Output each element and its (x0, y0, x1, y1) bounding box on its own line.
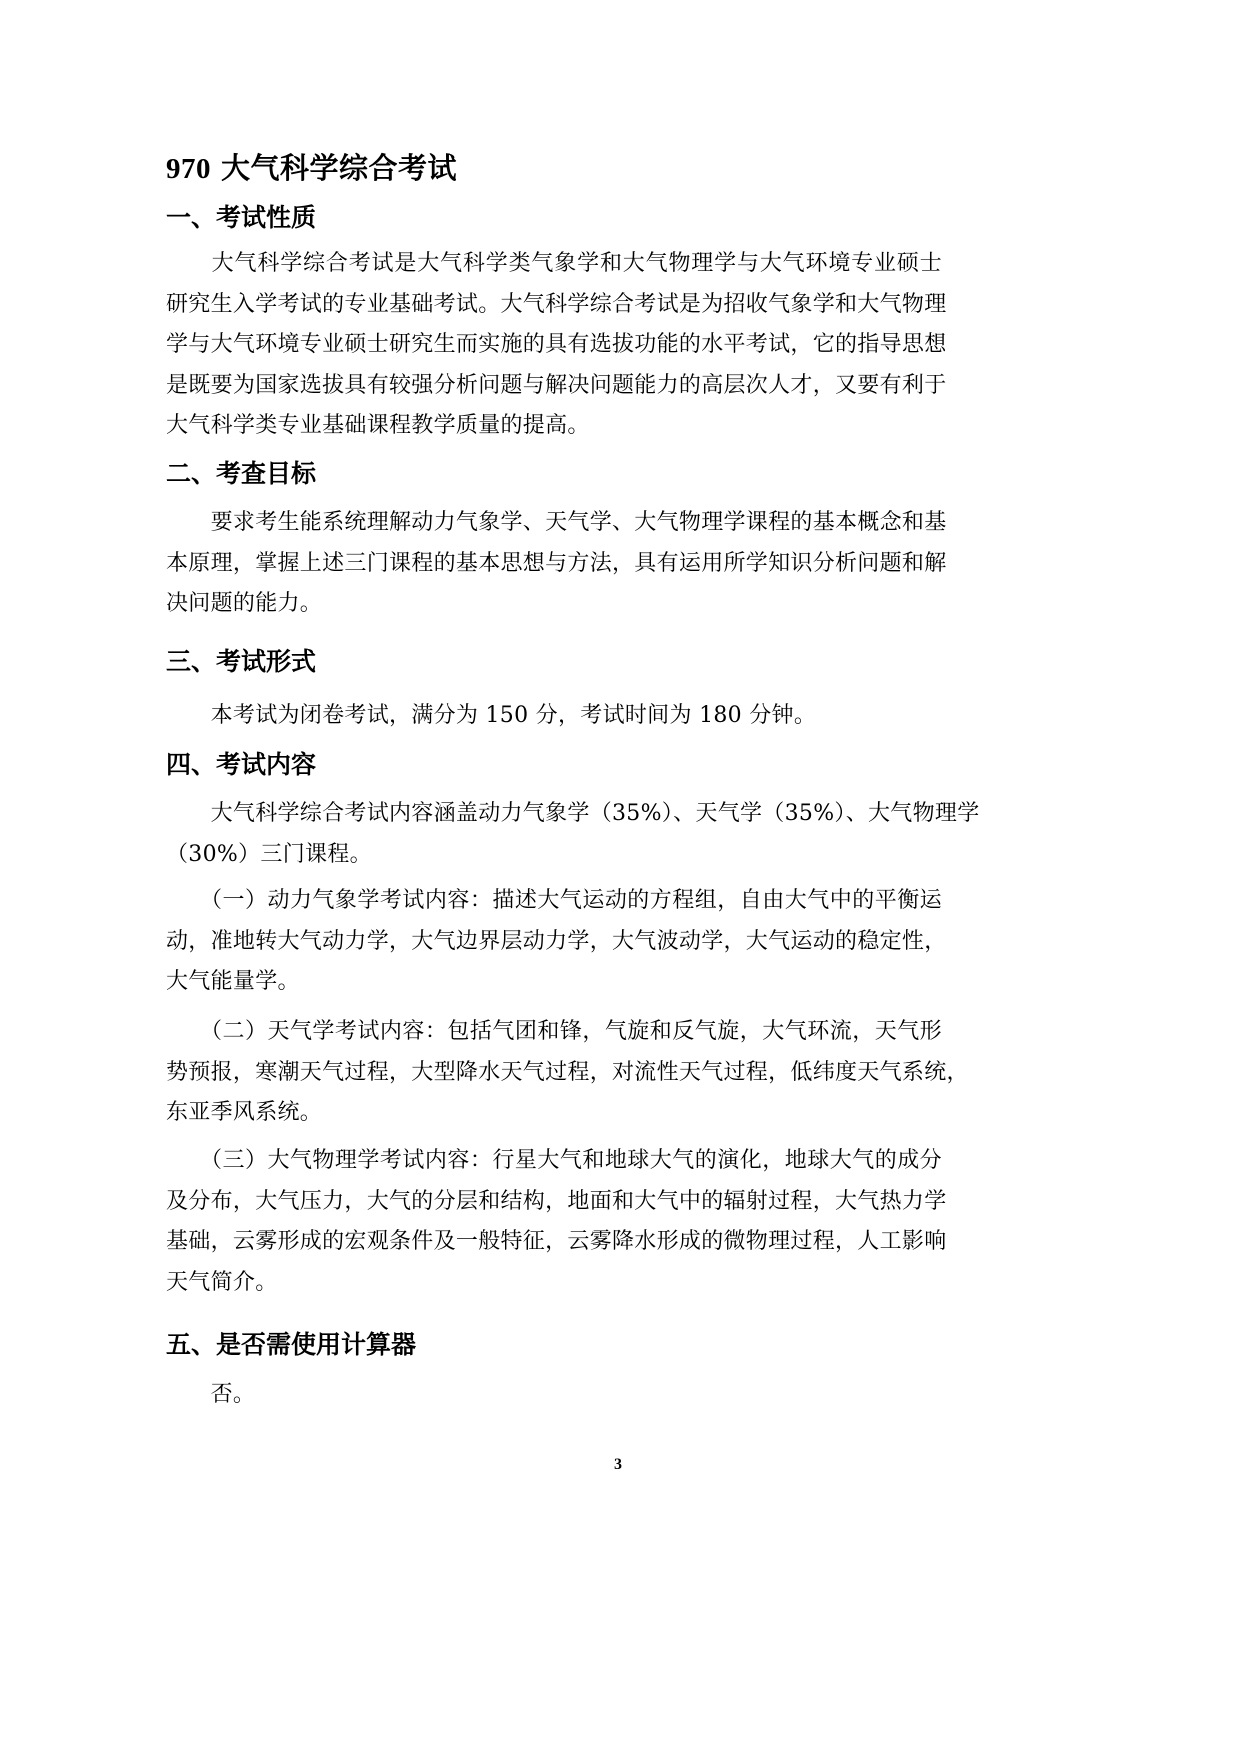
text-line: 东亚季风系统。 (166, 1100, 323, 1125)
paragraph-calculator (166, 1375, 942, 1416)
text-line: 本原理，掌握上述三门课程的基本思想与方法，具有运用所学知识分析问题和解 (166, 550, 947, 576)
text-line: 研究生入学考试的专业基础考试。大气科学综合考试是为招收气象学和大气物理 (166, 291, 947, 317)
text-line: 学与大气环境专业硕士研究生而实施的具有选拔功能的水平考试，它的指导思想 (166, 332, 947, 357)
exam-code: 970 (166, 153, 211, 185)
text-line: 是既要为国家选拔具有较强分析问题与解决问题能力的高层次人才，又要有利于 (166, 372, 947, 398)
section-heading-objectives: 二、考查目标 (166, 459, 317, 488)
paragraph-synoptic-meteorology (166, 1012, 969, 1134)
document-title (166, 150, 457, 187)
text-line: （一）动力气象学考试内容：描述大气运动的方程组，自由大气中的平衡运 (166, 888, 942, 913)
text-line: 势预报，寒潮天气过程，大型降水天气过程，对流性天气过程，低纬度天气系统， (166, 1059, 969, 1085)
page-number: 3 (614, 1456, 622, 1473)
text-line: 大气科学类专业基础课程教学质量的提高。 (166, 413, 590, 438)
section-heading-calculator: 五、是否需使用计算器 (166, 1330, 417, 1359)
text-line: 本考试为闭卷考试，满分为 150 分，考试时间为 180 分钟。 (166, 703, 817, 728)
text-line: （二）天气学考试内容：包括气团和锋，气旋和反气旋，大气环流，天气形 (166, 1019, 942, 1044)
text-line: 大气科学综合考试是大气科学类气象学和大气物理学与大气环境专业硕士 (166, 251, 942, 276)
text-line: 动，准地转大气动力学，大气边界层动力学，大气波动学，大气运动的稳定性， (166, 928, 947, 954)
text-line: 要求考生能系统理解动力气象学、天气学、大气物理学课程的基本概念和基 (166, 510, 947, 535)
paragraph-dynamic-meteorology (166, 881, 947, 1003)
exam-name: 大气科学综合考试 (221, 151, 458, 185)
section-heading-nature: 一、考试性质 (166, 203, 317, 232)
text-line: （三）大气物理学考试内容：行星大气和地球大气的演化，地球大气的成分 (166, 1148, 942, 1173)
section-heading-content: 四、考试内容 (166, 750, 317, 779)
text-line: 决问题的能力。 (166, 591, 323, 616)
text-line: 大气能量学。 (166, 969, 300, 994)
text-line: 基础，云雾形成的宏观条件及一般特征，云雾降水形成的微物理过程，人工影响 (166, 1229, 947, 1254)
text-line: 天气简介。 (166, 1269, 278, 1295)
text-line: 大气科学综合考试内容涵盖动力气象学（35%）、天气学（35%）、大气物理学 (166, 801, 980, 826)
paragraph-atmospheric-physics (166, 1141, 947, 1303)
paragraph-content-overview (166, 794, 980, 875)
text-line: 及分布，大气压力，大气的分层和结构，地面和大气中的辐射过程，大气热力学 (166, 1188, 947, 1214)
text-line: 否。 (166, 1382, 256, 1407)
paragraph-nature (166, 244, 947, 447)
paragraph-format (166, 696, 942, 737)
section-heading-format: 三、考试形式 (166, 647, 317, 676)
text-line: （30%）三门课程。 (166, 841, 372, 867)
paragraph-objectives (166, 503, 947, 625)
